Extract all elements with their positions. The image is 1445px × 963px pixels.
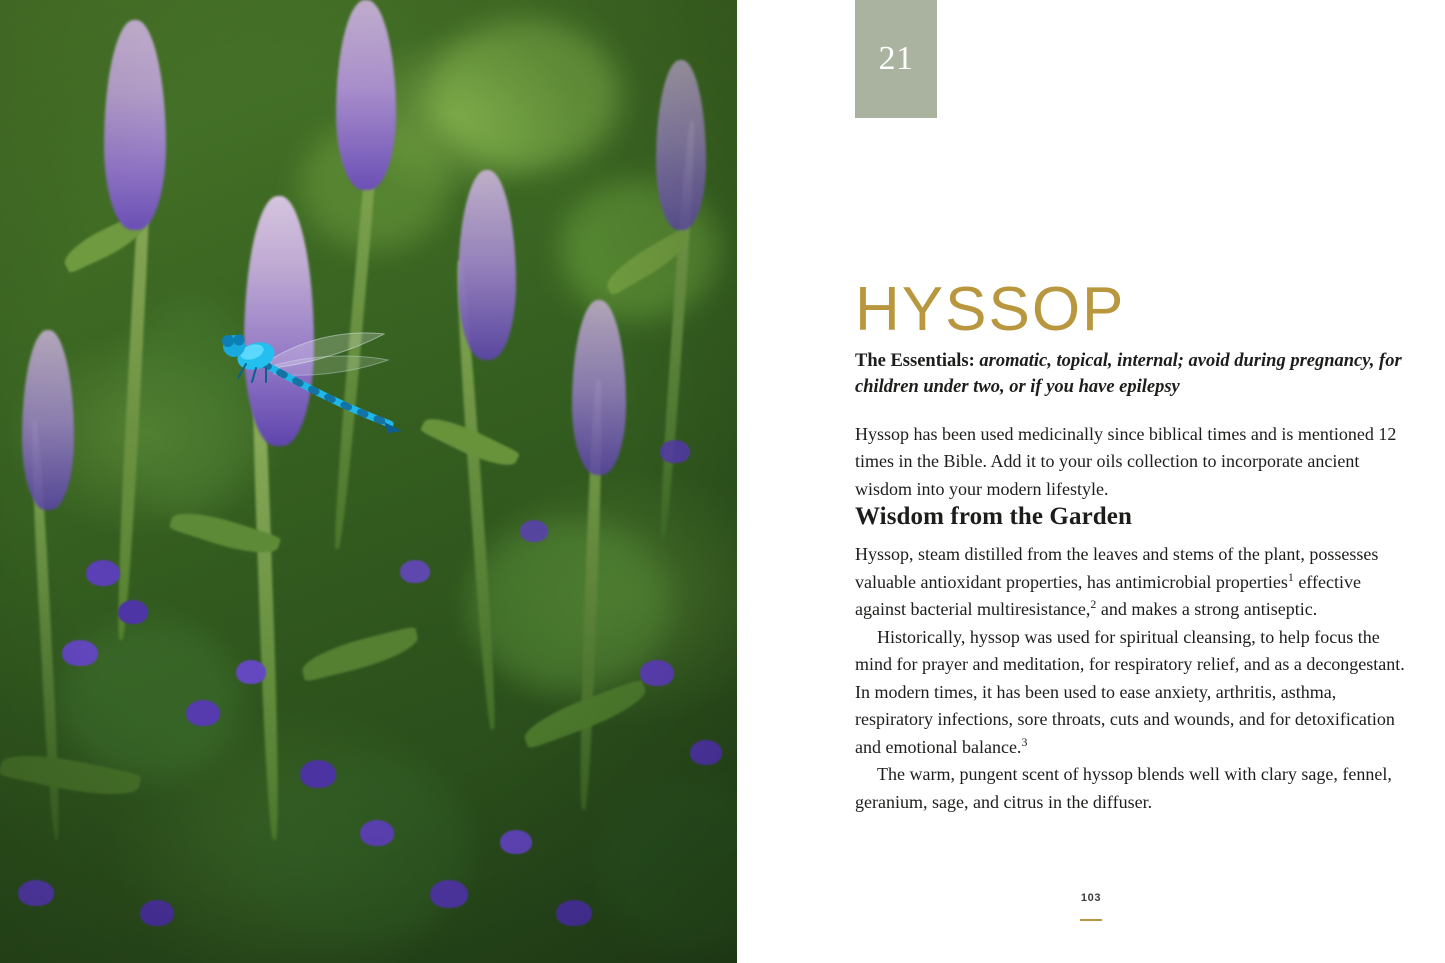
hyssop-flower-spike xyxy=(656,60,706,230)
plant-leaf xyxy=(298,626,421,682)
page-number: 103 xyxy=(1080,892,1102,904)
hyssop-floret xyxy=(18,880,54,906)
paragraph-3 xyxy=(855,761,1415,816)
hyssop-flower-spike xyxy=(572,300,626,475)
chapter-number: 21 xyxy=(878,40,914,77)
footnote-ref-3: 3 xyxy=(1021,734,1028,749)
bokeh-blob xyxy=(430,20,620,170)
page-folio xyxy=(737,892,1445,926)
hyssop-floret xyxy=(118,600,148,624)
hyssop-floret xyxy=(400,560,430,583)
hyssop-flower-spike xyxy=(22,330,74,510)
bokeh-blob xyxy=(600,780,737,950)
hyssop-floret xyxy=(430,880,468,908)
folio-rule xyxy=(1080,919,1102,921)
bokeh-blob xyxy=(250,760,470,940)
hyssop-floret xyxy=(520,520,548,542)
hyssop-floret xyxy=(640,660,674,686)
hyssop-floret xyxy=(186,700,220,726)
bokeh-blob xyxy=(470,520,670,690)
section-body xyxy=(855,541,1415,816)
text-page xyxy=(737,0,1445,963)
body-column xyxy=(855,348,1415,816)
section-heading: Wisdom from the Garden xyxy=(855,503,1132,531)
hyssop-flower-spike xyxy=(458,170,516,360)
hyssop-floret xyxy=(360,820,394,846)
hyssop-floret xyxy=(140,900,174,926)
hyssop-floret xyxy=(300,760,336,788)
intro-paragraph: Hyssop has been used medicinally since biblical times and is mentioned 12 times in the Bible. Add it to your oils collection to incorporate ancient wisdom into your modern lifestyle. xyxy=(855,423,1397,499)
hyssop-flower-spike xyxy=(104,20,166,230)
page-title: HYSSOP xyxy=(855,274,1126,344)
hyssop-floret xyxy=(500,830,532,854)
damselfly xyxy=(212,320,422,450)
paragraph-2-part-1: Historically, hyssop was used for spiritual cleansing, to help focus the mind for prayer and meditation, for respiratory relief, and as a decongestant. In modern times, it has been used to ease anxiety, arthritis, asthma, respiratory infections, sore throats, cuts and wounds, and for detoxification and emotional balance. xyxy=(855,626,1405,757)
paragraph-2 xyxy=(855,624,1415,762)
footnote-ref-1: 1 xyxy=(1287,569,1294,584)
hyssop-flower-spike xyxy=(336,0,396,190)
paragraph-1-part-1: Hyssop, steam distilled from the leaves and stems of the plant, possesses valuable antioxidant properties, has antimicrobial properties xyxy=(855,544,1379,592)
hyssop-floret xyxy=(556,900,592,926)
footnote-ref-2: 2 xyxy=(1090,597,1097,612)
hyssop-floret xyxy=(660,440,690,463)
essentials-text: aromatic, topical, internal; avoid during pregnancy, for children under two, or if you have epilepsy xyxy=(855,351,1402,398)
hyssop-floret xyxy=(236,660,266,684)
paragraph-1 xyxy=(855,541,1415,624)
essentials-line xyxy=(855,348,1415,401)
essentials-label: The Essentials: xyxy=(855,351,975,371)
hyssop-floret xyxy=(690,740,722,765)
paragraph-3-part-1: The warm, pungent scent of hyssop blends well with clary sage, fennel, geranium, sage, and citrus in the diffuser. xyxy=(855,764,1392,812)
chapter-number-tab xyxy=(855,0,937,118)
paragraph-1-part-2: effective against bacterial multiresistance, xyxy=(855,571,1361,620)
hyssop-floret xyxy=(62,640,98,666)
hyssop-floret xyxy=(86,560,120,586)
paragraph-1-part-3: and makes a strong antiseptic. xyxy=(1096,599,1318,620)
